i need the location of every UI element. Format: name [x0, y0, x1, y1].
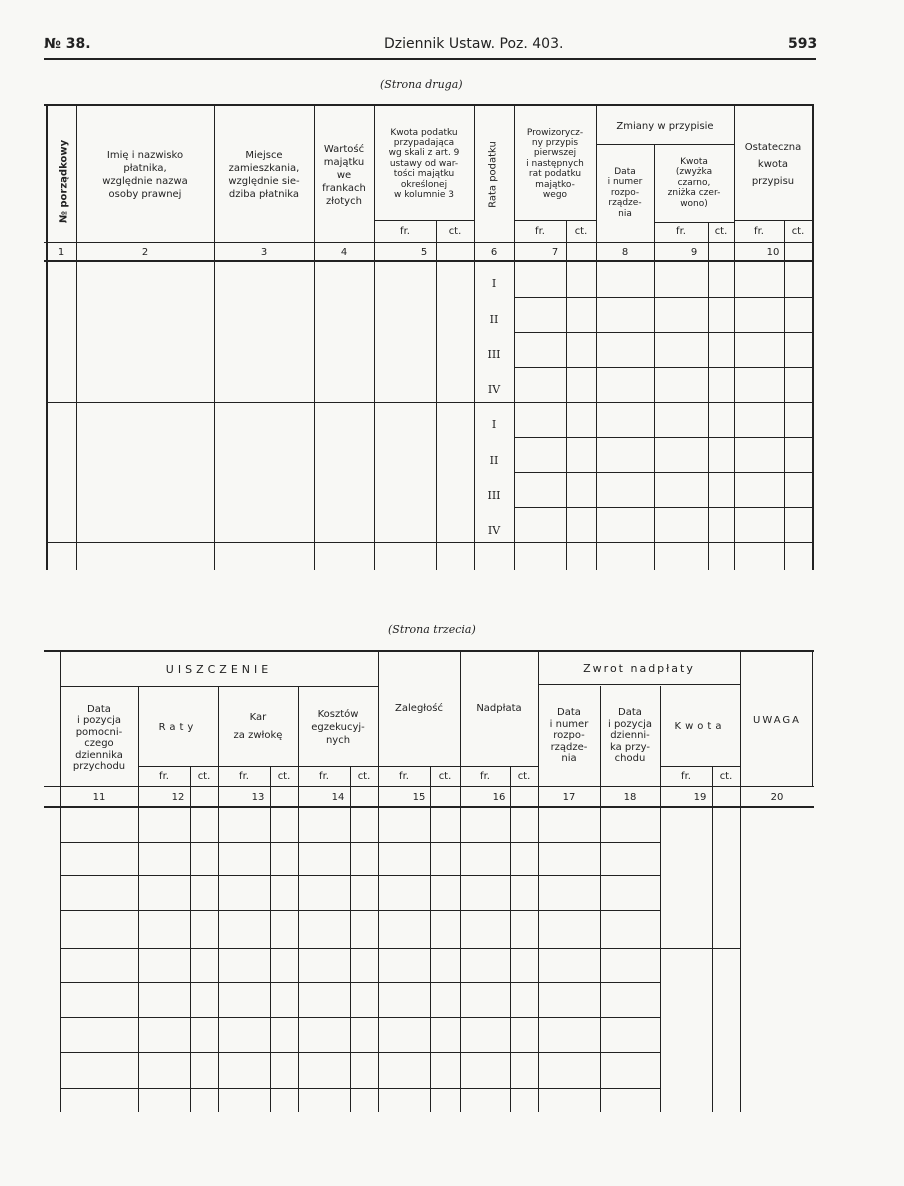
col-number: 1 — [57, 246, 65, 258]
rate-label: II — [489, 313, 499, 326]
col-refund-decree-header: Data i numer rozpo- rządze- nia — [549, 707, 589, 765]
col-remarks-header: UWAGA — [753, 714, 801, 726]
col-number: 14 — [331, 791, 345, 803]
page2-subtitle: (Strona druga) — [380, 78, 463, 91]
col12-fr: fr. — [159, 770, 169, 782]
col-name-header: Imię i nazwisko płatnika, względnie nazwa osoby prawnej — [102, 150, 188, 200]
col-installments-header: Raty — [158, 721, 198, 733]
col-number: 12 — [171, 791, 185, 803]
table-rule — [514, 507, 812, 508]
col-changes-header: Zmiany w przypisie — [616, 120, 714, 132]
table-rule — [138, 766, 378, 767]
table-rule — [654, 144, 655, 570]
col5-ct: ct. — [448, 225, 462, 237]
table-rule — [46, 402, 514, 403]
table-rule — [138, 686, 139, 1112]
col-number: 6 — [490, 246, 498, 258]
table-rule — [514, 297, 812, 298]
table-rule — [734, 104, 735, 570]
table-rule — [600, 686, 601, 1112]
table-rule — [214, 104, 215, 570]
col-number: 11 — [92, 791, 106, 803]
col14-ct: ct. — [357, 770, 371, 782]
col-final-amount-header: Ostateczna kwota przypisu — [744, 141, 802, 187]
col-penalty-header: Kar za zwłokę — [233, 712, 283, 741]
table-rule — [378, 650, 379, 1112]
table-rule — [60, 910, 660, 911]
table-rule — [60, 686, 378, 687]
col12-ct: ct. — [197, 770, 211, 782]
col10-ct: ct. — [791, 225, 805, 237]
table-rule — [514, 367, 812, 368]
table-rule — [734, 220, 812, 221]
page-header — [44, 36, 818, 56]
rate-label: IV — [487, 524, 501, 537]
table-rule — [514, 472, 812, 473]
col-refund-journal-header: Data i pozycja dzienni- ka przy- chodu — [608, 707, 652, 765]
col10-fr: fr. — [754, 225, 764, 237]
col15-ct: ct. — [438, 770, 452, 782]
table-rule — [374, 104, 375, 570]
col-costs-header: Kosztów egzekucyj- nych — [311, 708, 365, 746]
table-rule — [60, 948, 660, 949]
col7-ct: ct. — [574, 225, 588, 237]
col-number: 19 — [693, 791, 707, 803]
table-rule — [298, 686, 299, 1112]
table-rule — [430, 766, 431, 1112]
col-change-date-header: Data i numer rozpo- rządze- nia — [607, 167, 643, 219]
table-rule — [474, 104, 475, 570]
table-rule — [660, 948, 740, 949]
table-rule — [44, 260, 814, 262]
rate-label: III — [487, 489, 501, 502]
table-rule — [514, 437, 812, 438]
table-rule — [270, 766, 271, 1112]
lp-header: № porządkowy — [58, 139, 70, 224]
col-tax-amount-header: Kwota podatku przypadająca wg skali z art. 9 ustawy od war- tości majątku określonej w kolumnie 3 — [388, 127, 460, 200]
table-rule — [510, 766, 511, 1112]
page-number: 593 — [788, 36, 818, 52]
table-rule — [708, 222, 709, 570]
col5-fr: fr. — [400, 225, 410, 237]
table-rule — [654, 222, 734, 223]
table-rule — [538, 650, 539, 1112]
col15-fr: fr. — [399, 770, 409, 782]
journal-title: Dziennik Ustaw. Poz. 403. — [384, 36, 564, 52]
table-rule — [566, 220, 567, 570]
table-rule — [436, 220, 437, 570]
table-rule — [350, 766, 351, 1112]
table-rule — [44, 104, 814, 106]
col-tax-rate-header: Rata podatku — [487, 141, 499, 208]
col-payment-date-header: Data i pozycja pomocni- czego dziennika przychodu — [72, 703, 126, 772]
table-rule — [190, 766, 191, 1112]
col14-fr: fr. — [319, 770, 329, 782]
table-rule — [660, 686, 661, 1112]
table-rule — [514, 332, 812, 333]
page3-subtitle: (Strona trzecia) — [388, 623, 476, 636]
issue-number: № 38. — [44, 36, 91, 52]
col16-fr: fr. — [480, 770, 490, 782]
col9-ct: ct. — [714, 225, 728, 237]
table-rule — [812, 104, 814, 570]
col-refund-amount-header: Kwota — [674, 720, 726, 732]
table-rule — [784, 220, 785, 570]
rate-label: IV — [487, 383, 501, 396]
table-rule — [514, 220, 596, 221]
table-rule — [60, 842, 660, 843]
col-number: 10 — [766, 246, 780, 258]
table-rule — [44, 242, 814, 243]
table-rule — [660, 766, 740, 767]
table-rule — [60, 1052, 660, 1053]
col-arrears-header: Zaległość — [395, 702, 443, 714]
col-number: 8 — [621, 246, 629, 258]
table-rule — [60, 1088, 660, 1089]
table-rule — [76, 104, 77, 570]
rate-label: II — [489, 454, 499, 467]
col-number: 9 — [690, 246, 698, 258]
col-value-header: Wartość majątku we frankach złotych — [322, 143, 366, 207]
rate-label: III — [487, 348, 501, 361]
col-number: 5 — [420, 246, 428, 258]
table-rule — [44, 650, 814, 652]
col-number: 7 — [551, 246, 559, 258]
col-number: 13 — [251, 791, 265, 803]
refund-header: Zwrot nadpłaty — [583, 661, 695, 675]
table-rule — [374, 220, 474, 221]
table-rule — [596, 144, 734, 145]
table-rule — [740, 650, 741, 1112]
table-rule — [314, 104, 315, 570]
table-rule — [46, 104, 48, 570]
col-number: 17 — [562, 791, 576, 803]
col-number: 4 — [340, 246, 348, 258]
col-change-amount-header: Kwota (zwyżka czarno, zniżka czer- wono) — [667, 157, 721, 209]
header-rule — [44, 58, 816, 60]
col-number: 3 — [260, 246, 268, 258]
col19-fr: fr. — [681, 770, 691, 782]
col9-fr: fr. — [676, 225, 686, 237]
table-rule — [596, 104, 597, 570]
col19-ct: ct. — [719, 770, 733, 782]
col13-ct: ct. — [277, 770, 291, 782]
table-rule — [46, 542, 812, 543]
table-rule — [538, 684, 740, 685]
col16-ct: ct. — [517, 770, 531, 782]
table-rule — [60, 650, 61, 1112]
col-number: 15 — [412, 791, 426, 803]
col-number: 2 — [141, 246, 149, 258]
col-residence-header: Miejsce zamieszkania, względnie sie- dziba płatnika — [228, 150, 300, 200]
table-rule — [514, 402, 812, 403]
table-rule — [460, 650, 461, 1112]
table-rule — [712, 766, 713, 1112]
rate-label: I — [491, 418, 497, 431]
table-rule — [514, 104, 515, 570]
uiszczenie-header: UISZCZENIE — [165, 662, 273, 676]
col13-fr: fr. — [239, 770, 249, 782]
table-rule — [812, 650, 813, 786]
table-rule — [218, 686, 219, 1112]
rate-label: I — [491, 277, 497, 290]
table-rule — [60, 1017, 660, 1018]
table-rule — [60, 982, 660, 983]
col7-fr: fr. — [535, 225, 545, 237]
table-rule — [44, 786, 814, 787]
col-provisional-header: Prowizorycz- ny przypis pierwszej i następnych rat podatku majątko- wego — [526, 127, 584, 200]
col-number: 18 — [623, 791, 637, 803]
table-rule — [60, 875, 660, 876]
col-overpayment-header: Nadpłata — [476, 702, 522, 714]
table-rule — [44, 806, 814, 808]
col-number: 20 — [770, 791, 784, 803]
table-rule — [378, 766, 538, 767]
col-number: 16 — [492, 791, 506, 803]
